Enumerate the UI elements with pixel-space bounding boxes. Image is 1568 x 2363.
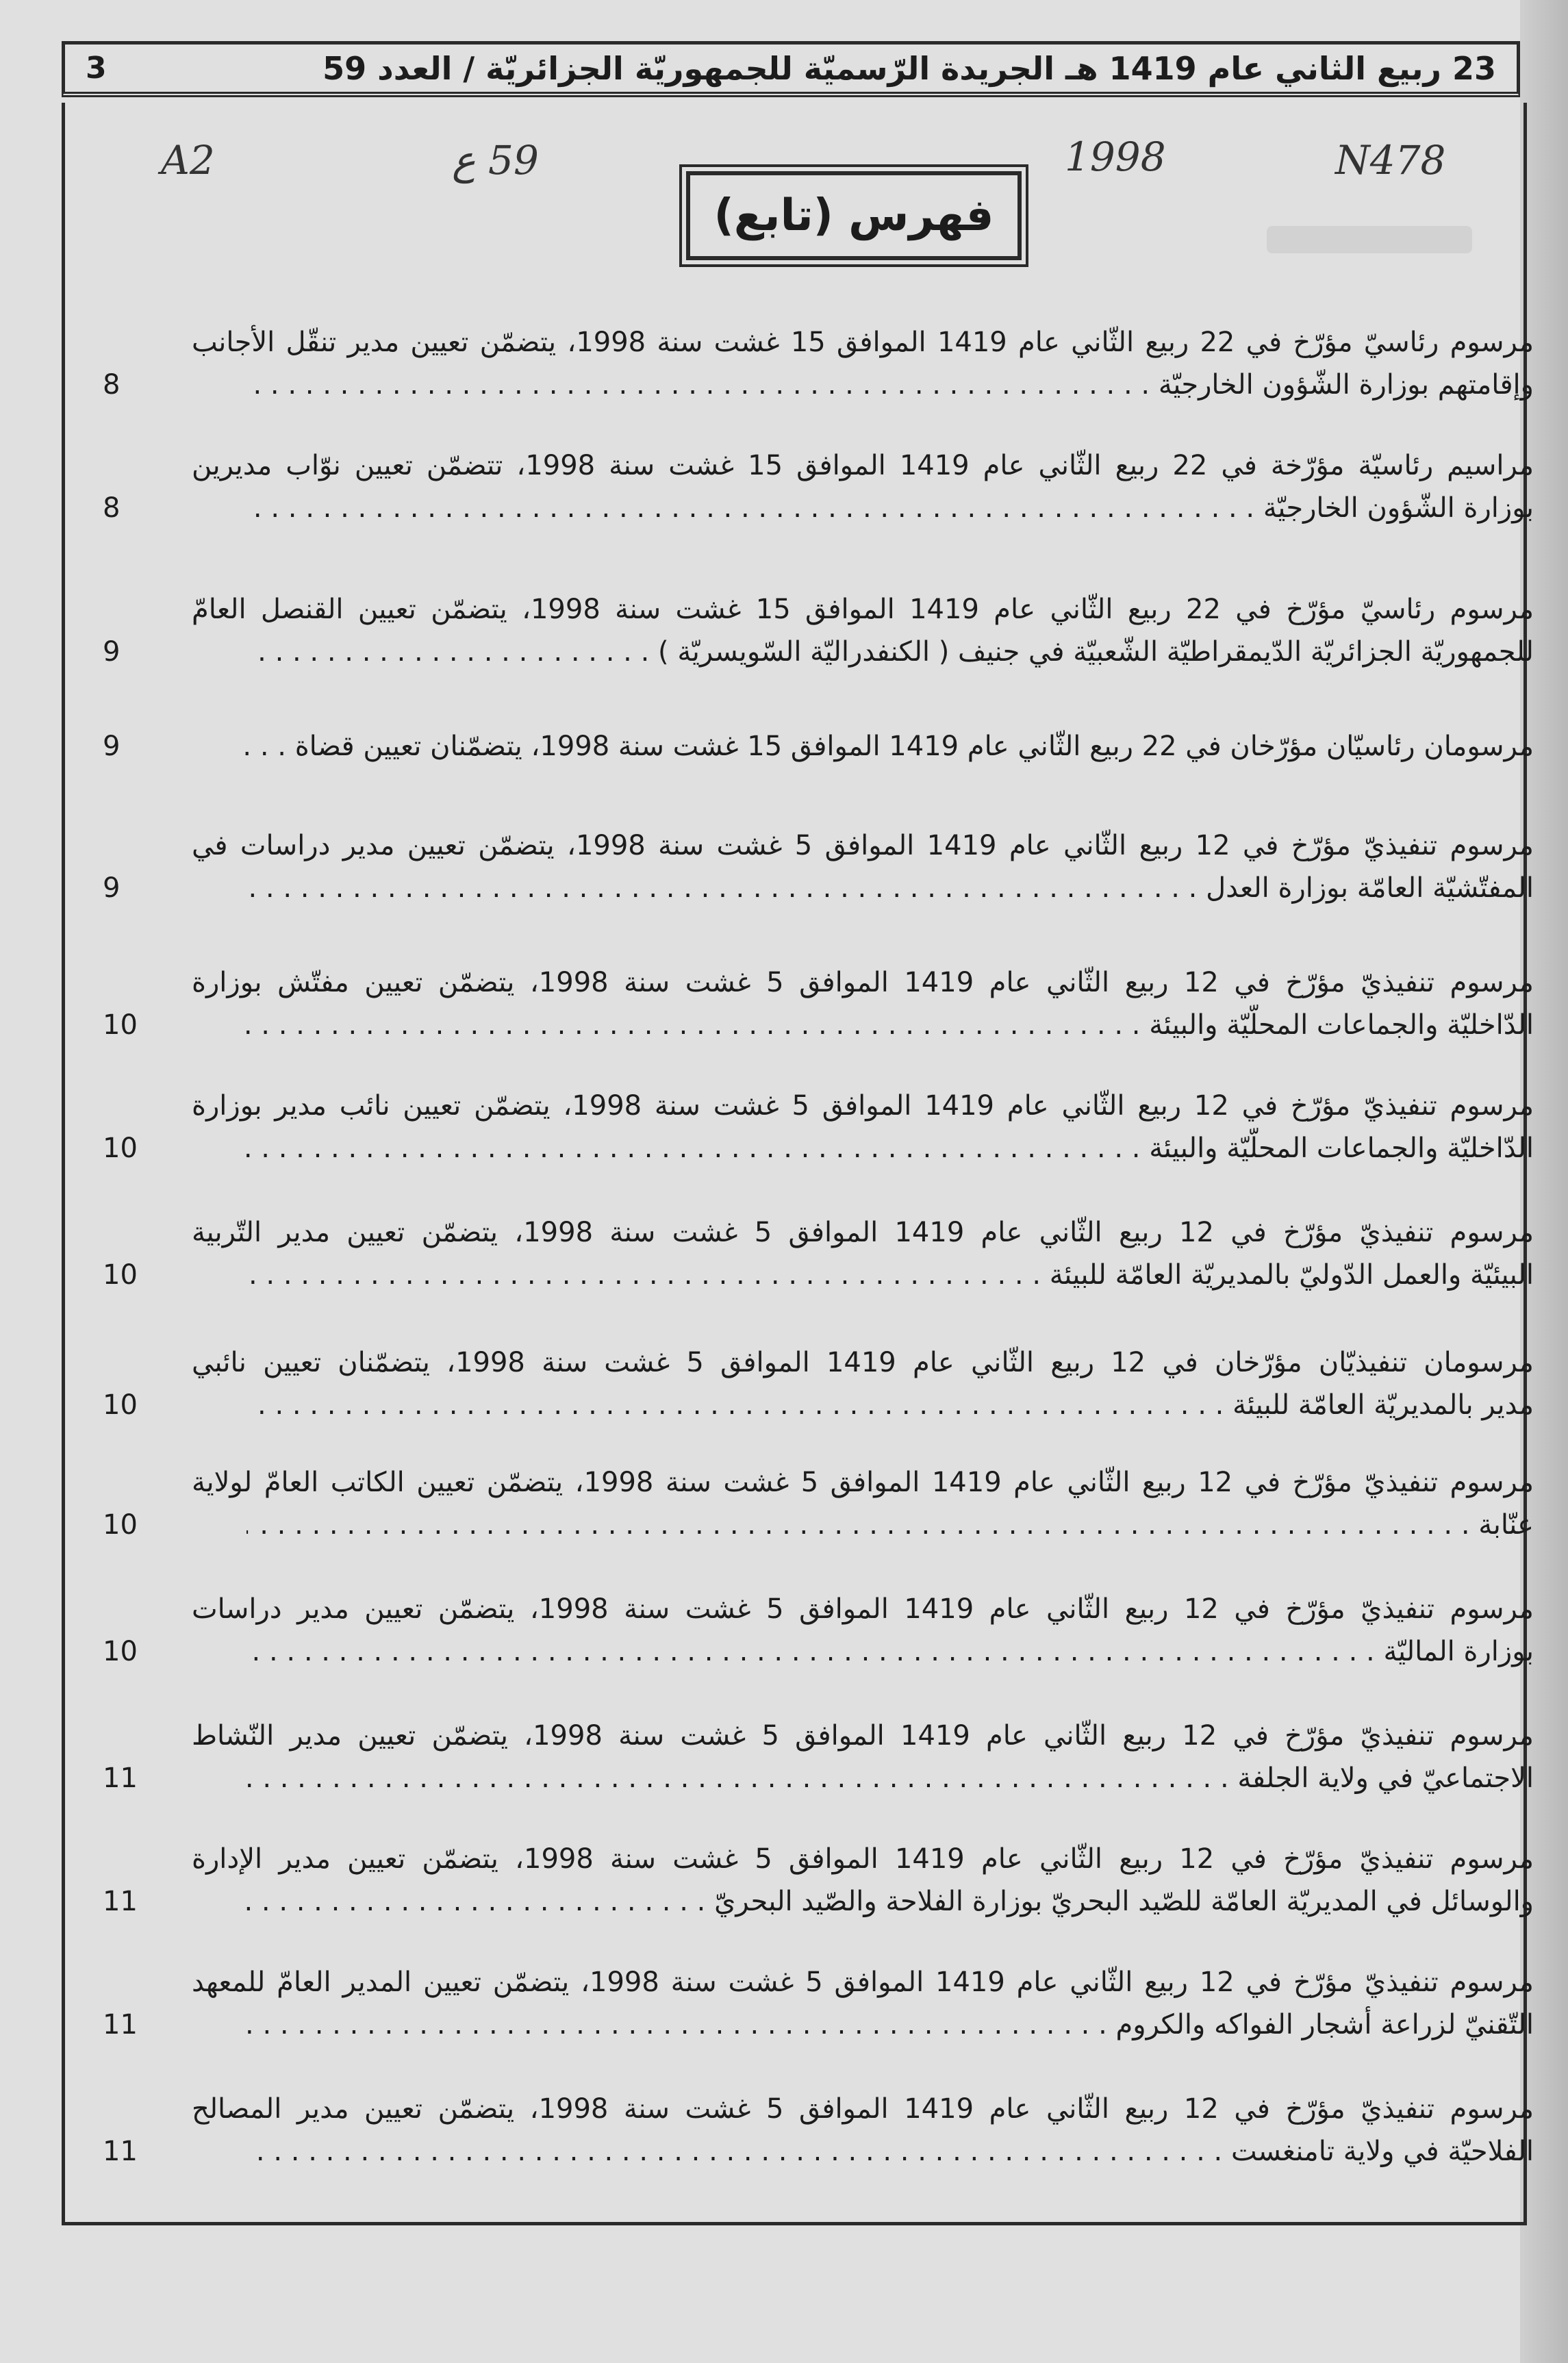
page-header: [62, 41, 1520, 97]
entry-continuation-line: [246, 364, 1534, 405]
entry-title-line: مرسوم تنفيذيّ مؤرّخ في 12 ربيع الثّاني عام 1419 الموافق 5 غشت سنة 1998، يتضمّن تعيين المدير العامّ للمعهد: [192, 1967, 1534, 1998]
handwritten-mark-left: A2: [161, 137, 215, 184]
entry-continuation-line: [246, 1631, 1534, 1672]
dot-leader: [246, 492, 1263, 524]
entry-continuation-line: [246, 631, 1534, 672]
entry-continuation-text: للجمهوريّة الجزائريّة الدّيمقراطيّة الشّعبيّة في جنيف ( الكنفدراليّة السّويسريّة ): [658, 636, 1534, 668]
entry-continuation-line: [246, 1504, 1534, 1545]
entry-page-number: 10: [103, 1636, 138, 1667]
handwritten-mark-mid-left: 59 ع: [452, 137, 539, 184]
entry-title-line: مرسوم تنفيذيّ مؤرّخ في 12 ربيع الثّاني عام 1419 الموافق 5 غشت سنة 1998، يتضمّن تعيين مفتّش بوزارة: [192, 967, 1534, 998]
entry-title-line: مرسوم تنفيذيّ مؤرّخ في 12 ربيع الثّاني عام 1419 الموافق 5 غشت سنة 1998، يتضمّن تعيين مدير الإدارة: [192, 1843, 1534, 1875]
entry-continuation-line: [246, 1128, 1534, 1169]
entry-title-line: مرسوم رئاسيّ مؤرّخ في 22 ربيع الثّاني عام 1419 الموافق 15 غشت سنة 1998، يتضمّن تعيين مدير تنقّل الأجانب: [192, 327, 1534, 358]
header-title: 23 ربيع الثاني عام 1419 هـ الجريدة الرّسميّة للجمهوريّة الجزائريّة / العدد 59: [323, 49, 1496, 87]
entry-page-number: 11: [103, 2009, 138, 2040]
entry-continuation-text: بوزارة الماليّة: [1383, 1636, 1534, 1667]
dot-leader: [246, 872, 1206, 904]
entry-page-number: 11: [103, 1762, 138, 1794]
handwritten-mark-right: N478: [1335, 137, 1446, 184]
entry-continuation-line: [246, 2131, 1534, 2172]
entry-continuation-text: الفلاحيّة في ولاية تامنغست: [1230, 2136, 1534, 2167]
entry-continuation-text: التّقنيّ لزراعة أشجار الفواكه والكروم: [1115, 2009, 1534, 2040]
entry-page-number: 10: [103, 1133, 138, 1164]
entry-title-line: مرسوم تنفيذيّ مؤرّخ في 12 ربيع الثّاني عام 1419 الموافق 5 غشت سنة 1998، يتضمّن تعيين الكاتب العامّ لولاية: [192, 1467, 1534, 1498]
entry-continuation-line: [246, 868, 1534, 909]
dot-leader: [246, 369, 1159, 401]
entry-continuation-text: وإقامتهم بوزارة الشّؤون الخارجيّة: [1158, 369, 1534, 401]
entry-continuation-line: [246, 1385, 1534, 1426]
entry-title-line: مرسوم تنفيذيّ مؤرّخ في 12 ربيع الثّاني عام 1419 الموافق 5 غشت سنة 1998، يتضمّن تعيين نائب مدير بوزارة: [192, 1090, 1534, 1122]
entry-page-number: 9: [103, 636, 121, 668]
entry-page-number: 9: [103, 731, 121, 762]
entry-title-line: مرسوم رئاسيّ مؤرّخ في 22 ربيع الثّاني عام 1419 الموافق 15 غشت سنة 1998، يتضمّن تعيين القنصل العامّ: [192, 594, 1534, 625]
entry-title-line: مرسوم تنفيذيّ مؤرّخ في 12 ربيع الثّاني عام 1419 الموافق 5 غشت سنة 1998، يتضمّن تعيين مدير دراسات في: [192, 830, 1534, 861]
entry-continuation-text: مدير بالمديريّة العامّة للبيئة: [1232, 1389, 1534, 1421]
entry-continuation-text: الاجتماعيّ في ولاية الجلفة: [1237, 1762, 1534, 1794]
index-title-box: [686, 171, 1022, 260]
page-number: 3: [86, 51, 107, 86]
entry-page-number: 8: [103, 369, 121, 401]
entry-continuation-text: البيئيّة والعمل الدّوليّ بالمديريّة العامّة للبيئة: [1049, 1259, 1534, 1291]
entry-page-number: 8: [103, 492, 121, 524]
index-title: فهرس (تابع): [713, 190, 994, 241]
entry-title-line: مراسيم رئاسيّة مؤرّخة في 22 ربيع الثّاني عام 1419 الموافق 15 غشت سنة 1998، تتضمّن تعيين نوّاب مديرين: [192, 450, 1534, 481]
entry-continuation-line: [246, 1254, 1534, 1296]
entry-page-number: 10: [103, 1509, 138, 1541]
dot-leader: [246, 1133, 1149, 1164]
dot-leader: . . .: [242, 731, 295, 762]
dot-leader: [246, 2136, 1231, 2167]
entry-continuation-text: الدّاخليّة والجماعات المحلّيّة والبيئة: [1149, 1009, 1534, 1041]
dot-leader: [246, 2009, 1116, 2040]
entry-title-line: مرسوم تنفيذيّ مؤرّخ في 12 ربيع الثّاني عام 1419 الموافق 5 غشت سنة 1998، يتضمّن تعيين مدير المصالح: [192, 2093, 1534, 2125]
entry-page-number: 11: [103, 1886, 138, 1917]
bleed-through-smudge: [1267, 226, 1472, 253]
entry-title-line: مرسومان تنفيذيّان مؤرّخان في 12 ربيع الثّاني عام 1419 الموافق 5 غشت سنة 1998، يتضمّنان تعيين نائبي: [192, 1347, 1534, 1378]
handwritten-mark-year: 1998: [1065, 134, 1166, 180]
dot-leader: [246, 636, 658, 668]
entry-continuation-text: الدّاخليّة والجماعات المحلّيّة والبيئة: [1149, 1133, 1534, 1164]
entry-continuation-line: [246, 2004, 1534, 2045]
entry-page-number: 9: [103, 872, 121, 904]
entry-title-line: مرسوم تنفيذيّ مؤرّخ في 12 ربيع الثّاني عام 1419 الموافق 5 غشت سنة 1998، يتضمّن تعيين مدير النّشاط: [192, 1720, 1534, 1752]
entry-continuation-text: المفتّشيّة العامّة بوزارة العدل: [1206, 872, 1534, 904]
entry-continuation-line: [246, 1881, 1534, 1922]
entry-page-number: 10: [103, 1259, 138, 1291]
dot-leader: [246, 1762, 1237, 1794]
dot-leader: [246, 1009, 1149, 1041]
entry-page-number: 10: [103, 1009, 138, 1041]
entry-page-number: 11: [103, 2136, 138, 2167]
entry-continuation-line: [246, 1758, 1534, 1799]
entry-title-line: مرسوم تنفيذيّ مؤرّخ في 12 ربيع الثّاني عام 1419 الموافق 5 غشت سنة 1998، يتضمّن تعيين مدير التّربية: [192, 1217, 1534, 1248]
entry-title-line: مرسومان رئاسيّان مؤرّخان في 22 ربيع الثّاني عام 1419 الموافق 15 غشت سنة 1998، يتضمّنان تعيين قضاة . . .: [242, 731, 1534, 762]
dot-leader: [246, 1389, 1232, 1421]
entry-continuation-line: [246, 1004, 1534, 1046]
dot-leader: [246, 1636, 1383, 1667]
dot-leader: [246, 1886, 714, 1917]
dot-leader: [246, 1259, 1050, 1291]
dot-leader: [246, 1509, 1478, 1541]
entry-continuation-line: [246, 488, 1534, 529]
entry-page-number: 10: [103, 1389, 138, 1421]
entry-title-line: مرسوم تنفيذيّ مؤرّخ في 12 ربيع الثّاني عام 1419 الموافق 5 غشت سنة 1998، يتضمّن تعيين مدير دراسات: [192, 1593, 1534, 1625]
entry-continuation-text: والوسائل في المديريّة العامّة للصّيد البحريّ بوزارة الفلاحة والصّيد البحريّ: [714, 1886, 1534, 1917]
entry-continuation-text: عنّابة: [1478, 1509, 1534, 1541]
entry-continuation-text: بوزارة الشّؤون الخارجيّة: [1263, 492, 1534, 524]
